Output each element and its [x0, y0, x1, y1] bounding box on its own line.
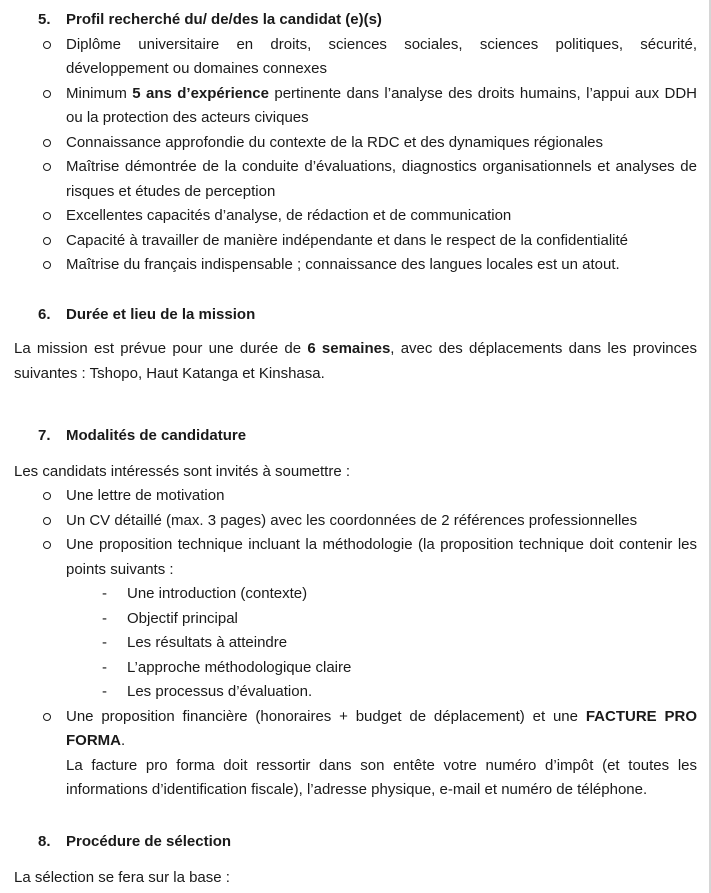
- circle-bullet-icon: [43, 90, 51, 98]
- bullet-independance: [14, 229, 697, 254]
- sub-bullet-text: L’approche méthodologique claire: [127, 658, 352, 676]
- bullet-text: Une proposition technique incluant la méthodologie (la proposition technique doit contenir les points suivants :: [66, 536, 697, 578]
- circle-bullet-icon: [43, 261, 51, 269]
- circle-bullet-icon: [43, 713, 51, 721]
- section-8-title: Procédure de sélection: [66, 832, 232, 850]
- bullet-cv: [14, 509, 697, 534]
- circle-bullet-icon: [43, 212, 51, 220]
- section-8-number: 8.: [38, 832, 51, 850]
- section-5-title: Profil recherché du/ de/des la candidat (e)(s): [66, 11, 382, 28]
- sub-bullet-text: Objectif principal: [127, 609, 238, 627]
- text-run-bold: 6 semaines: [307, 340, 391, 357]
- bullet-proposition-financiere: [14, 705, 697, 754]
- bullet-capacites: [14, 204, 697, 229]
- circle-bullet-icon: [43, 541, 51, 549]
- section-5-number: 5.: [38, 11, 51, 28]
- bullet-diplome: [14, 33, 697, 82]
- bullet-experience: [14, 82, 697, 131]
- dash-bullet-icon: -: [102, 585, 107, 602]
- section-8-heading: [14, 830, 697, 855]
- dash-bullet-icon: -: [102, 658, 107, 676]
- dash-bullet-icon: -: [102, 683, 107, 700]
- sub-bullet-introduction: [14, 582, 697, 607]
- bullet-text: Maîtrise démontrée de la conduite d’évaluations, diagnostics organisationnels et analyses de risques et études de perception: [66, 158, 697, 200]
- section-6-number: 6.: [38, 305, 51, 323]
- bullet-maitrise-evaluations: [14, 155, 697, 204]
- bullet-text: Connaissance approfondie du contexte de la RDC et des dynamiques régionales: [66, 133, 604, 151]
- bullet-connaissance: [14, 131, 697, 156]
- dash-bullet-icon: -: [102, 609, 107, 627]
- text-run-bold: 5 ans d’expérience: [132, 84, 269, 102]
- circle-bullet-icon: [43, 492, 51, 500]
- bullet-proposition-technique: [14, 533, 697, 582]
- sub-bullet-resultats: [14, 631, 697, 656]
- facture-note: La facture pro forma doit ressortir dans son entête votre numéro d’impôt (et toutes les informations d’identification fiscale), l’adresse physique, e-mail et numéro de téléphone.: [66, 756, 697, 798]
- dash-bullet-icon: -: [102, 634, 107, 651]
- bullet-text: Capacité à travailler de manière indépendante et dans le respect de la confidentialité: [66, 231, 629, 249]
- bullet-francais: [14, 253, 697, 278]
- section-7-list: [14, 484, 697, 754]
- bullet-text: Un CV détaillé (max. 3 pages) avec les coordonnées de 2 références professionnelles: [66, 511, 638, 529]
- candidature-intro: Les candidats intéressés sont invités à soumettre :: [14, 462, 351, 480]
- circle-bullet-icon: [43, 237, 51, 245]
- text-run: pertinente dans l’analyse des droits humains, l’appui aux DDH ou la protection des acteurs civiques: [66, 84, 697, 126]
- selection-intro: La sélection se fera sur la base :: [14, 869, 230, 886]
- sub-bullet-text: Les processus d’évaluation.: [127, 683, 313, 700]
- text-run: Une proposition financière (honoraires + budget de déplacement) et une: [66, 707, 586, 725]
- sub-bullet-processus: [14, 680, 697, 705]
- sub-bullet-approche: [14, 656, 697, 681]
- section-7-heading: [14, 424, 697, 449]
- sub-bullet-text: Les résultats à atteindre: [127, 634, 288, 651]
- circle-bullet-icon: [43, 41, 51, 49]
- section-5-list: [14, 33, 697, 278]
- text-run: .: [121, 732, 126, 749]
- section-6-heading: [14, 303, 697, 328]
- bullet-text: Diplôme universitaire en droits, sciences sociales, sciences politiques, sécurité, développement ou domaines connexes: [66, 35, 697, 77]
- section-6-title: Durée et lieu de la mission: [66, 305, 256, 323]
- text-run: Minimum: [66, 84, 133, 102]
- circle-bullet-icon: [43, 163, 51, 171]
- bullet-text: Maîtrise du français indispensable ; connaissance des langues locales est un atout.: [66, 256, 620, 273]
- text-run-bold: FACTURE PRO FORMA: [66, 707, 697, 749]
- bullet-lettre: [14, 484, 697, 509]
- circle-bullet-icon: [43, 517, 51, 525]
- text-run: La mission est prévue pour une durée de: [14, 340, 308, 357]
- bullet-text: Excellentes capacités d’analyse, de rédaction et de communication: [66, 207, 512, 224]
- section-7-number: 7.: [38, 427, 51, 444]
- circle-bullet-icon: [43, 139, 51, 147]
- bullet-text: Une lettre de motivation: [66, 487, 225, 504]
- mission-paragraph: [14, 337, 697, 386]
- sub-bullet-text: Une introduction (contexte): [127, 585, 308, 602]
- section-5-heading: [14, 8, 697, 33]
- text-run: , avec des déplacements dans les provinces suivantes : Tshopo, Haut Katanga et Kinshasa.: [14, 340, 697, 382]
- section-7-title: Modalités de candidature: [66, 427, 247, 444]
- sub-bullet-objectif: [14, 607, 697, 632]
